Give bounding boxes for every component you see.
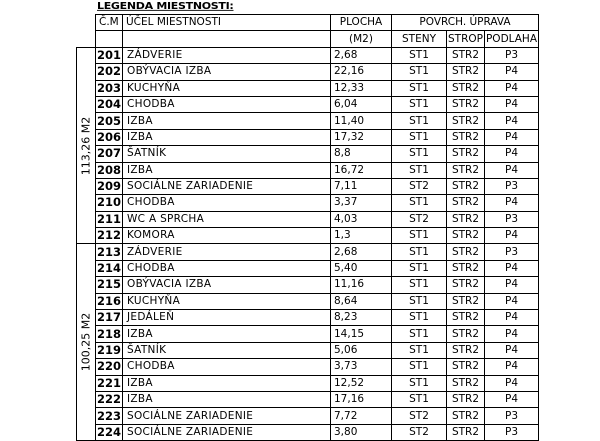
walls-finish: ST2 xyxy=(392,424,447,440)
header-name-blank xyxy=(123,31,331,47)
floor-finish: P3 xyxy=(485,408,539,424)
walls-finish: ST1 xyxy=(392,244,447,260)
room-area: 8,8 xyxy=(331,146,392,162)
room-number: 211 xyxy=(97,211,122,226)
room-number: 215 xyxy=(97,277,122,292)
floor-finish: P4 xyxy=(485,391,539,407)
room-purpose: CHODBA xyxy=(123,359,331,375)
header-area: PLOCHA xyxy=(331,15,392,31)
room-number: 224 xyxy=(97,424,122,439)
ceiling-finish: STR2 xyxy=(447,211,485,227)
walls-finish: ST1 xyxy=(392,359,447,375)
floor-finish: P3 xyxy=(485,424,539,440)
room-number: 202 xyxy=(97,64,122,79)
room-number: 222 xyxy=(97,392,122,407)
ceiling-finish: STR2 xyxy=(447,359,485,375)
apartment-area-cell xyxy=(77,47,96,244)
header-num-blank xyxy=(96,31,123,47)
header-row-1 xyxy=(77,15,539,31)
room-purpose: IZBA xyxy=(123,129,331,145)
table-row xyxy=(77,146,539,162)
room-number: 203 xyxy=(97,80,122,95)
floor-finish: P4 xyxy=(485,293,539,309)
table-row xyxy=(77,408,539,424)
ceiling-finish: STR2 xyxy=(447,424,485,440)
floor-finish: P4 xyxy=(485,310,539,326)
room-number: 213 xyxy=(97,244,122,259)
ceiling-finish: STR2 xyxy=(447,64,485,80)
floor-finish: P4 xyxy=(485,326,539,342)
floor-finish: P4 xyxy=(485,80,539,96)
ceiling-finish: STR2 xyxy=(447,260,485,276)
floor-finish: P3 xyxy=(485,47,539,63)
floor-finish: P4 xyxy=(485,260,539,276)
table-row xyxy=(77,47,539,63)
ceiling-finish: STR2 xyxy=(447,80,485,96)
walls-finish: ST1 xyxy=(392,277,447,293)
table-row xyxy=(77,293,539,309)
table-row xyxy=(77,359,539,375)
room-purpose: CHODBA xyxy=(123,260,331,276)
room-purpose: KOMORA xyxy=(123,228,331,244)
floor-finish: P4 xyxy=(485,64,539,80)
room-area: 17,16 xyxy=(331,391,392,407)
room-purpose: IZBA xyxy=(123,391,331,407)
header-area-unit: (M2) xyxy=(331,31,392,47)
room-number: 204 xyxy=(97,97,122,112)
ceiling-finish: STR2 xyxy=(447,228,485,244)
floor-finish: P4 xyxy=(485,146,539,162)
room-number: 219 xyxy=(97,343,122,357)
walls-finish: ST1 xyxy=(392,146,447,162)
room-purpose: ZÁDVERIE xyxy=(123,47,331,63)
ceiling-finish: STR2 xyxy=(447,277,485,293)
room-area: 3,80 xyxy=(331,424,392,440)
walls-finish: ST1 xyxy=(392,310,447,326)
ceiling-finish: STR2 xyxy=(447,375,485,391)
ceiling-finish: STR2 xyxy=(447,342,485,358)
header-room-purpose: ÚČEL MIESTNOSTI xyxy=(123,15,331,31)
header-row-2 xyxy=(77,31,539,47)
table-row xyxy=(77,96,539,112)
room-purpose: WC A SPRCHA xyxy=(123,211,331,227)
floor-finish: P4 xyxy=(485,342,539,358)
room-area: 1,3 xyxy=(331,228,392,244)
walls-finish: ST1 xyxy=(392,375,447,391)
room-area: 11,16 xyxy=(331,277,392,293)
room-area: 8,23 xyxy=(331,310,392,326)
floor-finish: P4 xyxy=(485,359,539,375)
floor-finish: P4 xyxy=(485,228,539,244)
room-number: 207 xyxy=(97,146,122,161)
room-area: 16,72 xyxy=(331,162,392,178)
floor-finish: P4 xyxy=(485,195,539,211)
room-purpose: IZBA xyxy=(123,162,331,178)
room-purpose: IZBA xyxy=(123,326,331,342)
floor-finish: P3 xyxy=(485,244,539,260)
room-area: 22,16 xyxy=(331,64,392,80)
room-number: 201 xyxy=(97,47,122,62)
table-row xyxy=(77,195,539,211)
room-purpose: CHODBA xyxy=(123,96,331,112)
floor-finish: P4 xyxy=(485,129,539,145)
walls-finish: ST1 xyxy=(392,228,447,244)
table-row xyxy=(77,64,539,80)
table-row xyxy=(77,375,539,391)
table-row xyxy=(77,326,539,342)
ceiling-finish: STR2 xyxy=(447,96,485,112)
walls-finish: ST1 xyxy=(392,342,447,358)
room-purpose: CHODBA xyxy=(123,195,331,211)
walls-finish: ST1 xyxy=(392,391,447,407)
room-rows xyxy=(77,47,539,440)
ceiling-finish: STR2 xyxy=(447,129,485,145)
room-area: 5,06 xyxy=(331,342,392,358)
walls-finish: ST1 xyxy=(392,96,447,112)
room-area: 12,52 xyxy=(331,375,392,391)
table-row xyxy=(77,113,539,129)
room-purpose: IZBA xyxy=(123,113,331,129)
ceiling-finish: STR2 xyxy=(447,293,485,309)
apartment-area-cell xyxy=(77,244,96,441)
room-number: 221 xyxy=(97,375,122,390)
floor-finish: P4 xyxy=(485,96,539,112)
room-number: 210 xyxy=(97,195,122,210)
floor-finish: P4 xyxy=(485,162,539,178)
room-area: 12,33 xyxy=(331,80,392,96)
table-row xyxy=(77,391,539,407)
walls-finish: ST1 xyxy=(392,293,447,309)
ceiling-finish: STR2 xyxy=(447,113,485,129)
room-purpose: KUCHYŇA xyxy=(123,293,331,309)
table-row xyxy=(77,260,539,276)
walls-finish: ST1 xyxy=(392,162,447,178)
table-row xyxy=(77,211,539,227)
ceiling-finish: STR2 xyxy=(447,47,485,63)
room-number: 220 xyxy=(97,359,122,374)
ceiling-finish: STR2 xyxy=(447,195,485,211)
ceiling-finish: STR2 xyxy=(447,162,485,178)
table-row xyxy=(77,342,539,358)
room-purpose: SOCIÁLNE ZARIADENIE xyxy=(123,178,331,194)
room-number: 206 xyxy=(97,129,122,144)
table-row xyxy=(77,310,539,326)
table-row xyxy=(77,424,539,440)
walls-finish: ST1 xyxy=(392,129,447,145)
room-purpose: IZBA xyxy=(123,375,331,391)
walls-finish: ST2 xyxy=(392,211,447,227)
room-area: 4,03 xyxy=(331,211,392,227)
room-area: 14,15 xyxy=(331,326,392,342)
room-area: 2,68 xyxy=(331,244,392,260)
table-row xyxy=(77,178,539,194)
room-purpose: OBÝVACIA IZBA xyxy=(123,277,331,293)
room-area: 3,37 xyxy=(331,195,392,211)
legend-title: LEGENDA MIESTNOSTI: xyxy=(97,0,234,12)
header-surface-finish: POVRCH. ÚPRAVA xyxy=(392,15,539,31)
room-number: 216 xyxy=(97,293,122,308)
room-area: 7,72 xyxy=(331,408,392,424)
walls-finish: ST1 xyxy=(392,113,447,129)
walls-finish: ST2 xyxy=(392,408,447,424)
blank-corner xyxy=(77,15,96,48)
walls-finish: ST1 xyxy=(392,80,447,96)
walls-finish: ST1 xyxy=(392,64,447,80)
room-purpose: ŠATNÍK xyxy=(123,146,331,162)
ceiling-finish: STR2 xyxy=(447,326,485,342)
room-legend-table xyxy=(76,14,539,441)
table-row xyxy=(77,80,539,96)
floor-finish: P4 xyxy=(485,277,539,293)
room-purpose: ŠATNÍK xyxy=(123,342,331,358)
room-area: 6,04 xyxy=(331,96,392,112)
apartment-area-label: 113,26 M2 xyxy=(79,116,93,175)
room-number: 214 xyxy=(97,261,122,276)
room-purpose: SOCIÁLNE ZARIADENIE xyxy=(123,408,331,424)
table-row xyxy=(77,277,539,293)
room-area: 5,40 xyxy=(331,260,392,276)
room-area: 8,64 xyxy=(331,293,392,309)
table-row xyxy=(77,244,539,260)
ceiling-finish: STR2 xyxy=(447,391,485,407)
ceiling-finish: STR2 xyxy=(447,178,485,194)
room-purpose: JEDÁLEŇ xyxy=(123,310,331,326)
ceiling-finish: STR2 xyxy=(447,146,485,162)
room-purpose: SOCIÁLNE ZARIADENIE xyxy=(123,424,331,440)
walls-finish: ST1 xyxy=(392,195,447,211)
room-purpose: ZÁDVERIE xyxy=(123,244,331,260)
floor-finish: P4 xyxy=(485,375,539,391)
floor-finish: P3 xyxy=(485,178,539,194)
table-row xyxy=(77,228,539,244)
room-number: 217 xyxy=(97,310,122,325)
walls-finish: ST1 xyxy=(392,260,447,276)
room-number: 223 xyxy=(97,408,122,423)
header-room-number: Č.M xyxy=(96,15,123,31)
room-area: 3,73 xyxy=(331,359,392,375)
room-area: 7,11 xyxy=(331,178,392,194)
table-row xyxy=(77,162,539,178)
ceiling-finish: STR2 xyxy=(447,244,485,260)
room-area: 2,68 xyxy=(331,47,392,63)
room-number: 218 xyxy=(97,326,122,341)
walls-finish: ST1 xyxy=(392,326,447,342)
header-walls: STENY xyxy=(392,31,447,47)
floor-finish: P4 xyxy=(485,113,539,129)
ceiling-finish: STR2 xyxy=(447,310,485,326)
room-area: 17,32 xyxy=(331,129,392,145)
walls-finish: ST1 xyxy=(392,47,447,63)
room-number: 205 xyxy=(97,113,122,128)
room-number: 208 xyxy=(97,162,122,177)
room-purpose: OBÝVACIA IZBA xyxy=(123,64,331,80)
walls-finish: ST2 xyxy=(392,178,447,194)
floor-finish: P3 xyxy=(485,211,539,227)
header-ceiling: STROP xyxy=(447,31,485,47)
table-row xyxy=(77,129,539,145)
room-number: 212 xyxy=(97,228,122,243)
ceiling-finish: STR2 xyxy=(447,408,485,424)
header-floor: PODLAHA xyxy=(485,31,539,47)
room-number: 209 xyxy=(97,179,122,194)
apartment-area-label: 100,25 M2 xyxy=(79,313,93,372)
room-area: 11,40 xyxy=(331,113,392,129)
room-purpose: KUCHYŇA xyxy=(123,80,331,96)
